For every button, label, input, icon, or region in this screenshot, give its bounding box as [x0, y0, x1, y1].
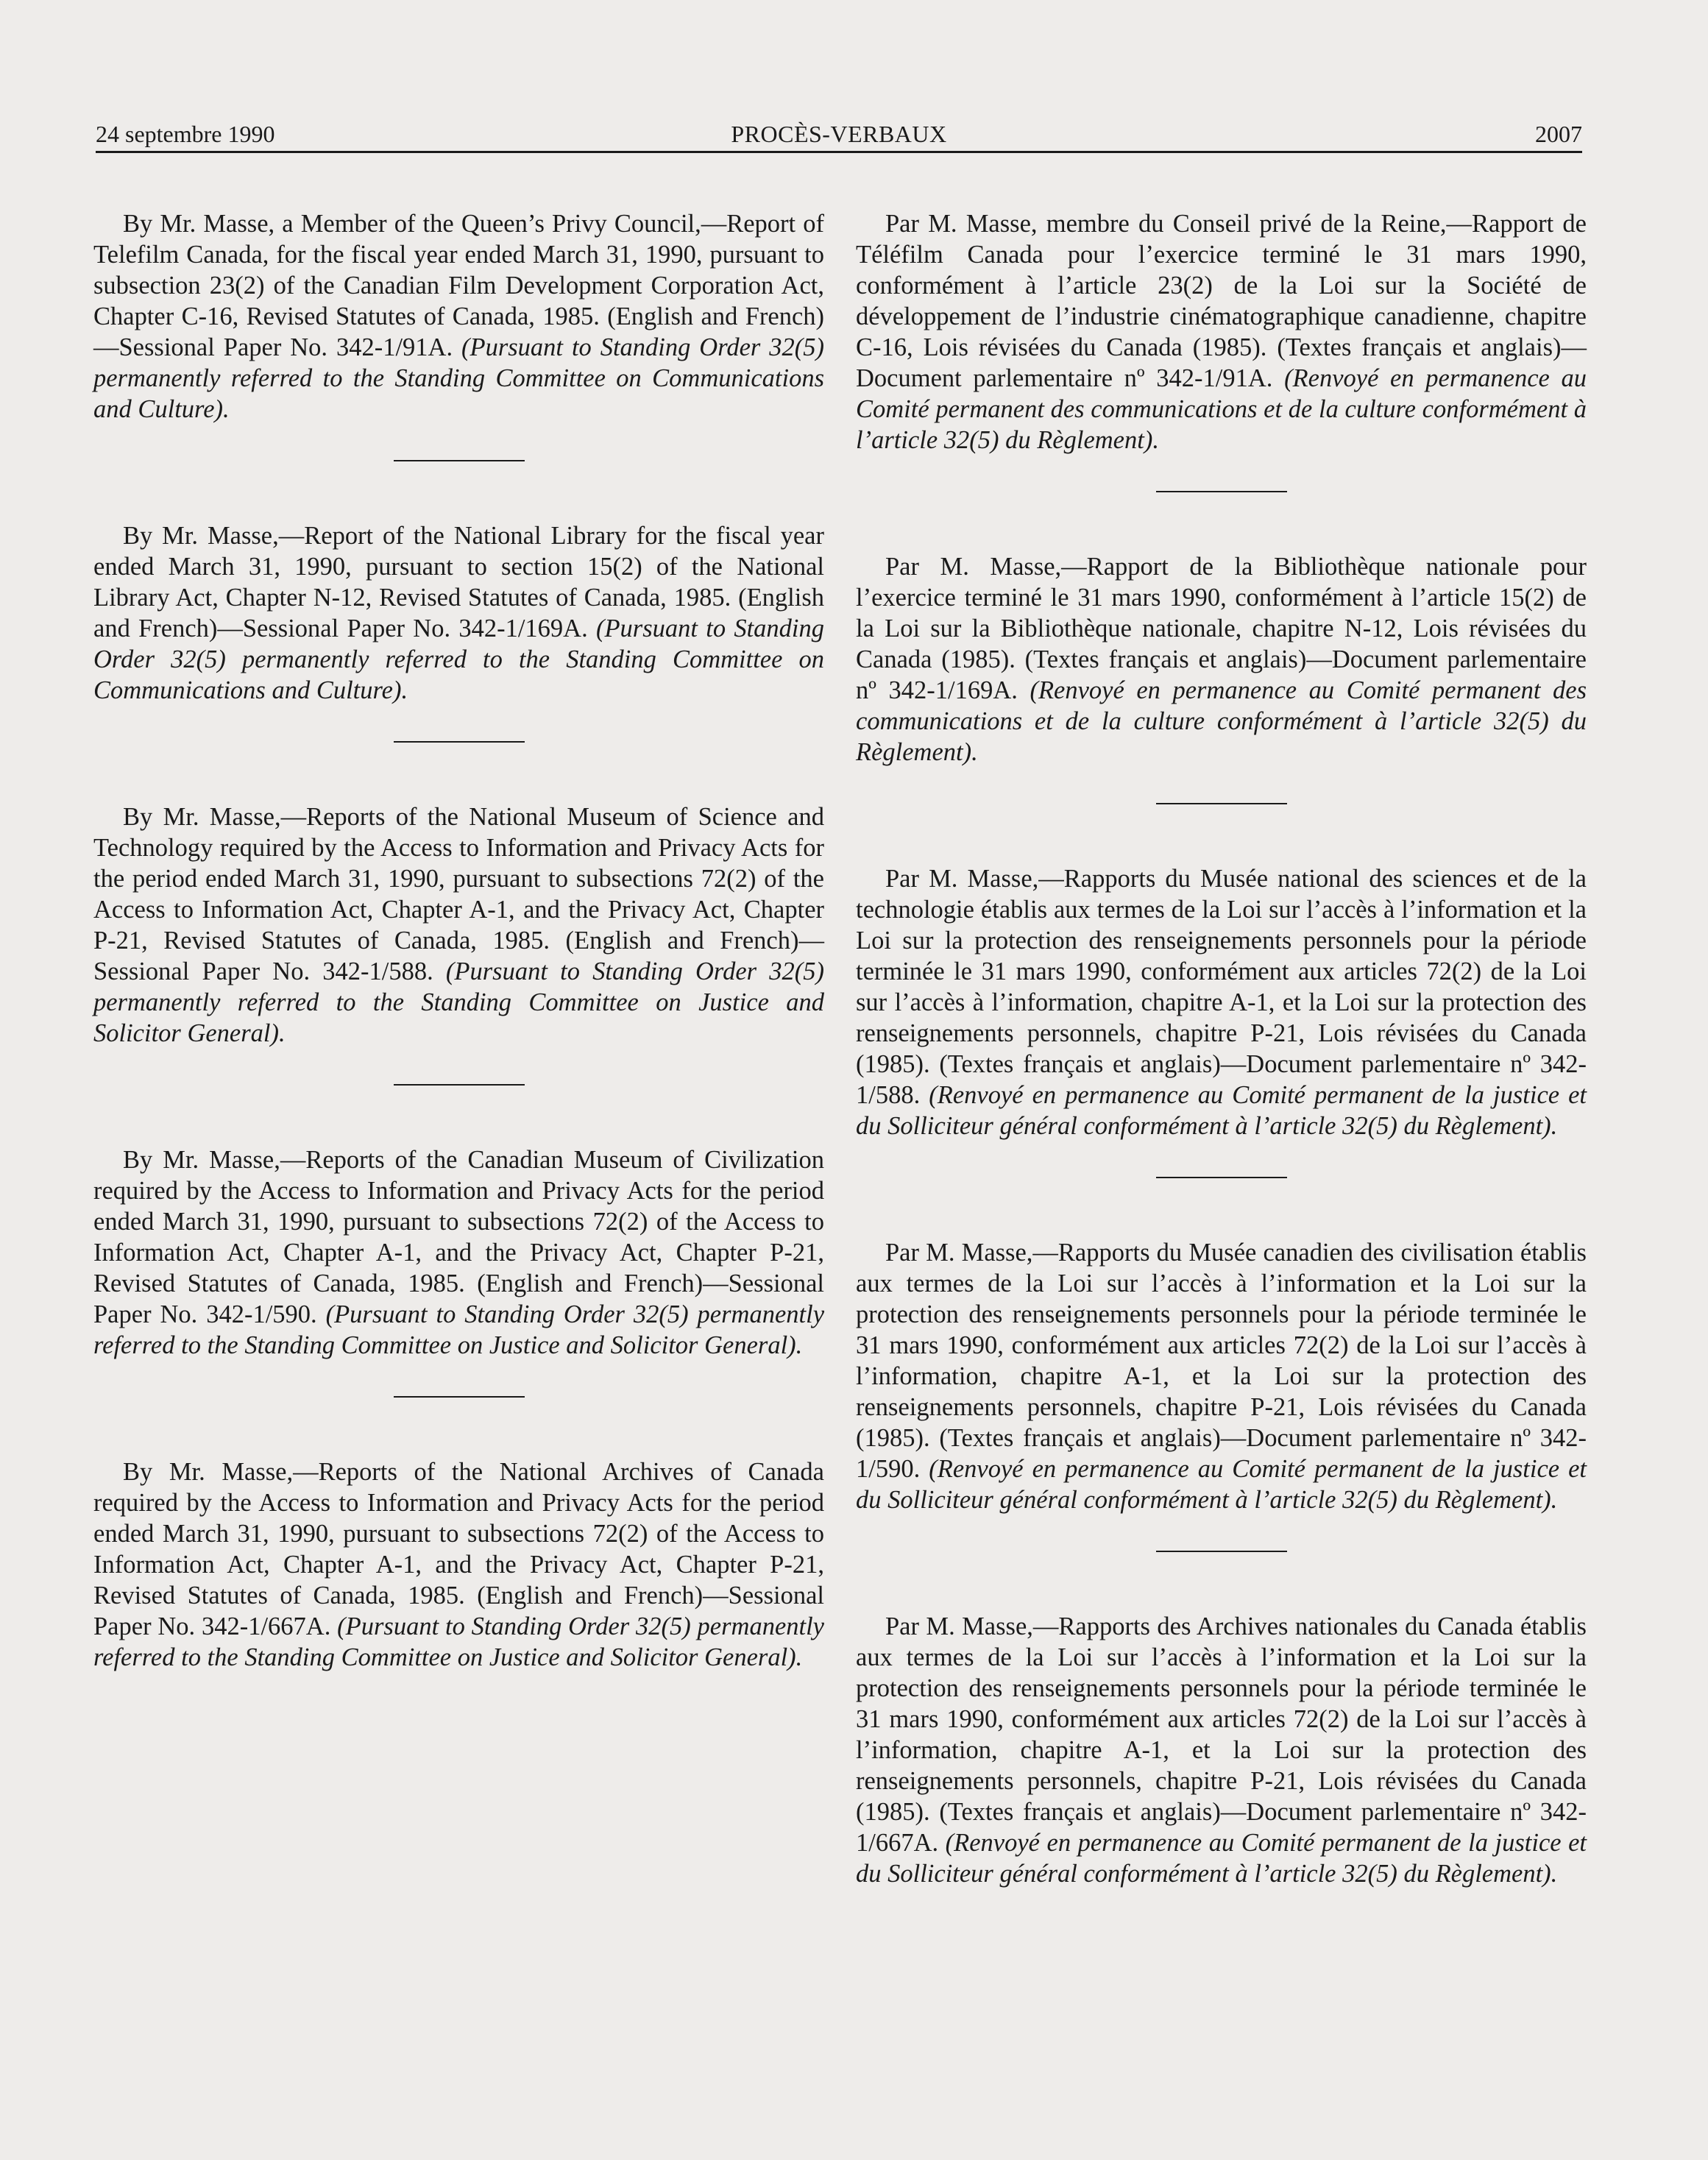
header-rule [96, 151, 1582, 153]
entry-body: By Mr. Masse,—Reports of the Canadian Museum of Civilization required by the Access to Information and Privacy Acts for the period ended March 31, 1990, pursuant to subsections 72(2) of the Access to Information Act, Chapter A-1, and the Privacy Act, Chapter P-21, Revised Statutes of Canada, 1985. (English and French)—Sessional Paper No. 342-1/590. [93, 1146, 824, 1328]
entry-referral: (Pursuant to Standing Order 32(5) permanently referred to the Standing Committee on Justice and Solicitor General). [93, 1300, 825, 1359]
entry-referral: (Renvoyé en permanence au Comité permanent des communications et de la culture conformément à l’article 32(5) du Règlement). [856, 676, 1587, 766]
entry-body: Par M. Masse, membre du Conseil privé de la Reine,—Rapport de Téléfilm Canada pour l’exercice terminé le 31 mars 1990, conformément à l’article 23(2) de la Loi sur la Société de développement de l’industrie cinématographique canadienne, chapitre C-16, Lois révisées du Canada (1985). (Textes français et anglais)—Document parlementaire nº 342-1/91A. [856, 210, 1587, 392]
entry-civilization-museum [93, 1144, 824, 1361]
header-date: 24 septembre 1990 [96, 121, 275, 147]
entry-science-museum [93, 801, 824, 1049]
entry-referral: (Renvoyé en permanence au Comité permanent de la justice et du Solliciteur général conformément à l’article 32(5) du Règlement). [856, 1455, 1587, 1514]
entry-telefilm-fr [856, 208, 1587, 456]
entry-national-archives [93, 1456, 824, 1673]
entry-referral: (Pursuant to Standing Order 32(5) permanently referred to the Standing Committee on Justice and Solicitor General). [93, 957, 824, 1047]
entry-referral: (Renvoyé en permanence au Comité permanent de la justice et du Solliciteur général conformément à l’article 32(5) du Règlement). [856, 1081, 1587, 1140]
entry-body: Par M. Masse,—Rapports du Musée canadien des civilisation établis aux termes de la Loi sur l’accès à l’information et la Loi sur la protection des renseignements personnels pour la période terminée le 31 mars 1990, conformément aux articles 72(2) de la Loi sur l’accès à l’information, chapitre A-1, et la Loi sur la protection des renseignements personnels, chapitre P-21, Lois révisées du Canada (1985). (Textes français et anglais)—Document parlementaire nº 342-1/590. [856, 1239, 1587, 1483]
entry-body: By Mr. Masse, a Member of the Queen’s Privy Council,—Report of Telefilm Canada, for the fiscal year ended March 31, 1990, pursuant to subsection 23(2) of the Canadian Film Development Corporation Act, Chapter C-16, Revised Statutes of Canada, 1985. (English and French)—Sessional Paper No. 342-1/91A. [93, 210, 824, 361]
entry-referral: (Renvoyé en permanence au Comité permanent des communications et de la culture conformément à l’article 32(5) du Règlement). [856, 364, 1587, 454]
entry-body: Par M. Masse,—Rapports des Archives nationales du Canada établis aux termes de la Loi sur l’accès à l’information et la Loi sur la protection des renseignements personnels pour la période terminée le 31 mars 1990, conformément aux articles 72(2) de la Loi sur l’accès à l’information, chapitre A-1, et la Loi sur la protection des renseignements personnels, chapitre P-21, Lois révisées du Canada (1985). (Textes français et anglais)—Document parlementaire nº 342-1/667A. [856, 1612, 1587, 1857]
entry-science-museum-fr [856, 863, 1587, 1141]
running-header [96, 116, 1582, 152]
page-number: 2007 [1535, 121, 1582, 147]
header-title: PROCÈS-VERBAUX [731, 121, 947, 147]
entry-national-library [93, 520, 824, 706]
entry-body: By Mr. Masse,—Reports of the National Museum of Science and Technology required by the Access to Information and Privacy Acts for the period ended March 31, 1990, pursuant to subsections 72(2) of the Access to Information Act, Chapter A-1, and the Privacy Act, Chapter P-21, Revised Statutes of Canada, 1985. (English and French)—Sessional Paper No. 342-1/588. [93, 803, 824, 985]
entry-national-archives-fr [856, 1611, 1587, 1889]
entry-referral: (Pursuant to Standing Order 32(5) permanently referred to the Standing Committee on Communications and Culture). [93, 333, 825, 423]
entry-body: Par M. Masse,—Rapports du Musée national des sciences et de la technologie établis aux termes de la Loi sur l’accès à l’information et la Loi sur la protection des renseignements personnels pour la période terminée le 31 mars 1990, conformément aux articles 72(2) de la Loi sur l’accès à l’information, chapitre A-1, et la Loi sur la protection des renseignements personnels, chapitre P-21, Lois révisées du Canada (1985). (Textes français et anglais)—Document parlementaire nº 342-1/588. [856, 865, 1587, 1109]
entry-civilization-museum-fr [856, 1237, 1587, 1515]
entry-body: By Mr. Masse,—Reports of the National Archives of Canada required by the Access to Information and Privacy Acts for the period ended March 31, 1990, pursuant to subsections 72(2) of the Access to Information Act, Chapter A-1, and the Privacy Act, Chapter P-21, Revised Statutes of Canada, 1985. (English and French)—Sessional Paper No. 342-1/667A. [93, 1458, 824, 1640]
french-column [856, 208, 1587, 1889]
english-column [93, 208, 824, 1673]
entry-body: By Mr. Masse,—Report of the National Library for the fiscal year ended March 31, 1990, pursuant to section 15(2) of the National Library Act, Chapter N-12, Revised Statutes of Canada, 1985. (English and French)—Sessional Paper No. 342-1/169A. [93, 522, 824, 642]
entry-body: Par M. Masse,—Rapport de la Bibliothèque nationale pour l’exercice terminé le 31 mars 1990, conformément à l’article 15(2) de la Loi sur la Bibliothèque nationale, chapitre N-12, Lois révisées du Canada (1985). (Textes français et anglais)—Document parlementaire nº 342-1/169A. [856, 553, 1587, 704]
entry-national-library-fr [856, 551, 1587, 768]
entry-referral: (Pursuant to Standing Order 32(5) permanently referred to the Standing Committee on Communications and Culture). [93, 615, 824, 704]
entry-referral: (Pursuant to Standing Order 32(5) permanently referred to the Standing Committee on Justice and Solicitor General). [93, 1612, 824, 1671]
entry-telefilm [93, 208, 824, 425]
entry-referral: (Renvoyé en permanence au Comité permanent de la justice et du Solliciteur général conformément à l’article 32(5) du Règlement). [856, 1829, 1587, 1888]
